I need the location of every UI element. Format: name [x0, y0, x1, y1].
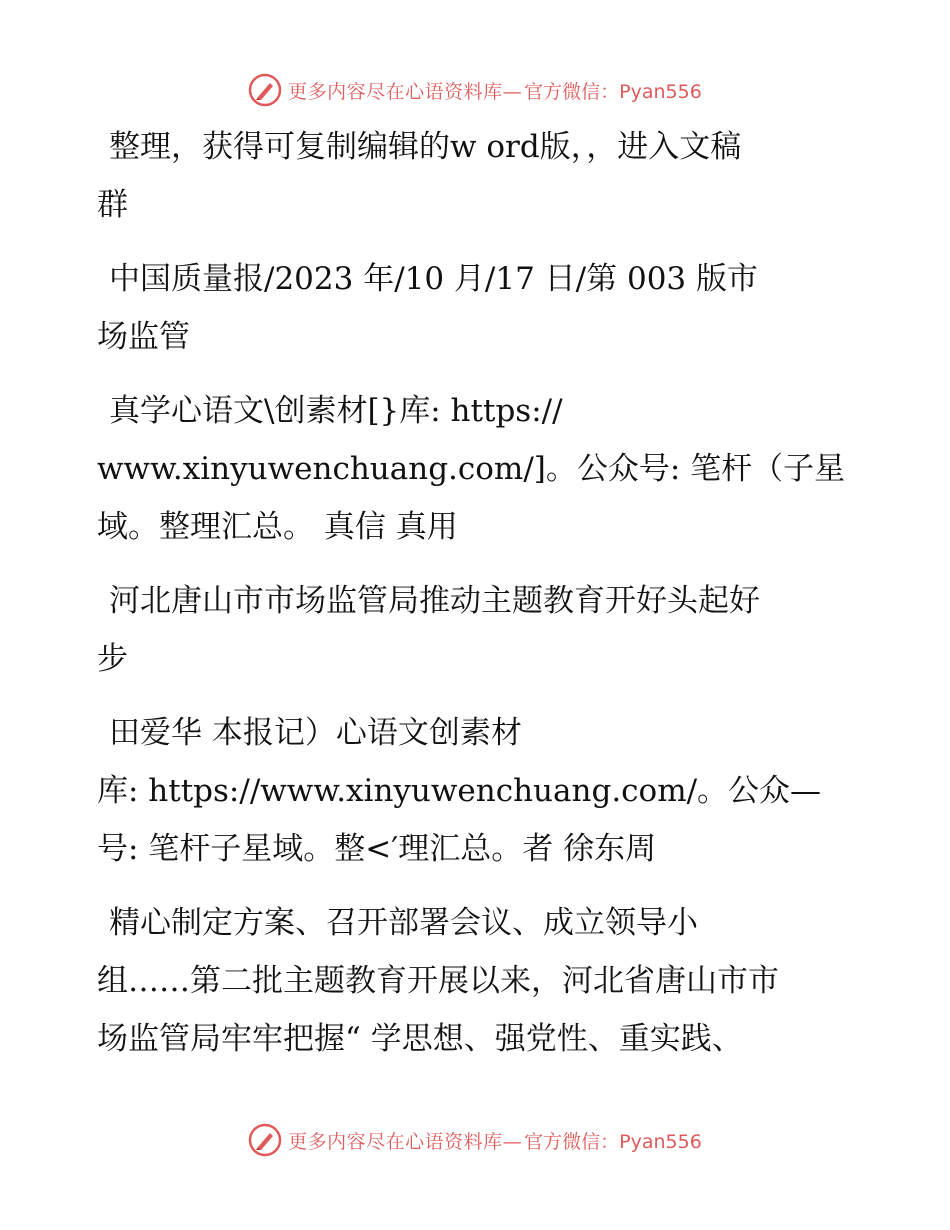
text-line: 号: 笔杆子星域。整<′理汇总。者 徐东周	[97, 831, 657, 867]
fountain-pen-logo-icon	[248, 73, 282, 107]
text-line: 中国质量报/2023 年/10 月/17 日/第 003 版市	[109, 261, 759, 297]
paragraph	[97, 704, 857, 878]
text-line: 库: https://www.xinyuwenchuang.com/。公众—	[97, 773, 822, 809]
fountain-pen-logo-icon	[248, 1123, 282, 1157]
text-line: 整理，获得可复制编辑的w ord版，，进入文稿	[109, 129, 742, 165]
text-line: 河北唐山市市场监管局推动主题教育开好头起好	[109, 583, 760, 619]
text-line: 组……第二批主题教育开展以来，河北省唐山市市	[97, 963, 779, 999]
banner-wechat: 官方微信：Pyan556	[524, 1130, 702, 1153]
banner-slogan: 更多内容尽在心语资料库—	[288, 80, 523, 103]
banner-wechat: 官方微信：Pyan556	[524, 80, 702, 103]
text-line: 真学心语文\创素材[}库: https://	[109, 393, 563, 429]
paragraph	[97, 118, 857, 234]
text-line: 精心制定方案、召开部署会议、成立领导小	[109, 905, 698, 941]
text-line: 场监管局牢牢把握“ 学思想、强党性、重实践、	[97, 1021, 743, 1057]
text-line: 域。整理汇总。 真信 真用	[97, 509, 458, 545]
text-line: 场监管	[97, 319, 190, 355]
paragraph	[97, 250, 857, 366]
text-line: www.xinyuwenchuang.com/]。公众号: 笔杆（子星	[97, 451, 846, 487]
text-line: 步	[97, 641, 128, 677]
paragraph	[97, 894, 857, 1068]
text-line: 田爱华 本报记）心语文创素材	[109, 715, 522, 751]
footer-watermark-banner	[0, 1120, 950, 1160]
paragraph	[97, 382, 857, 556]
header-watermark-banner	[0, 70, 950, 110]
document-body	[97, 118, 857, 1084]
banner-slogan: 更多内容尽在心语资料库—	[288, 1130, 523, 1153]
paragraph	[97, 572, 857, 688]
text-line: 群	[97, 187, 128, 223]
